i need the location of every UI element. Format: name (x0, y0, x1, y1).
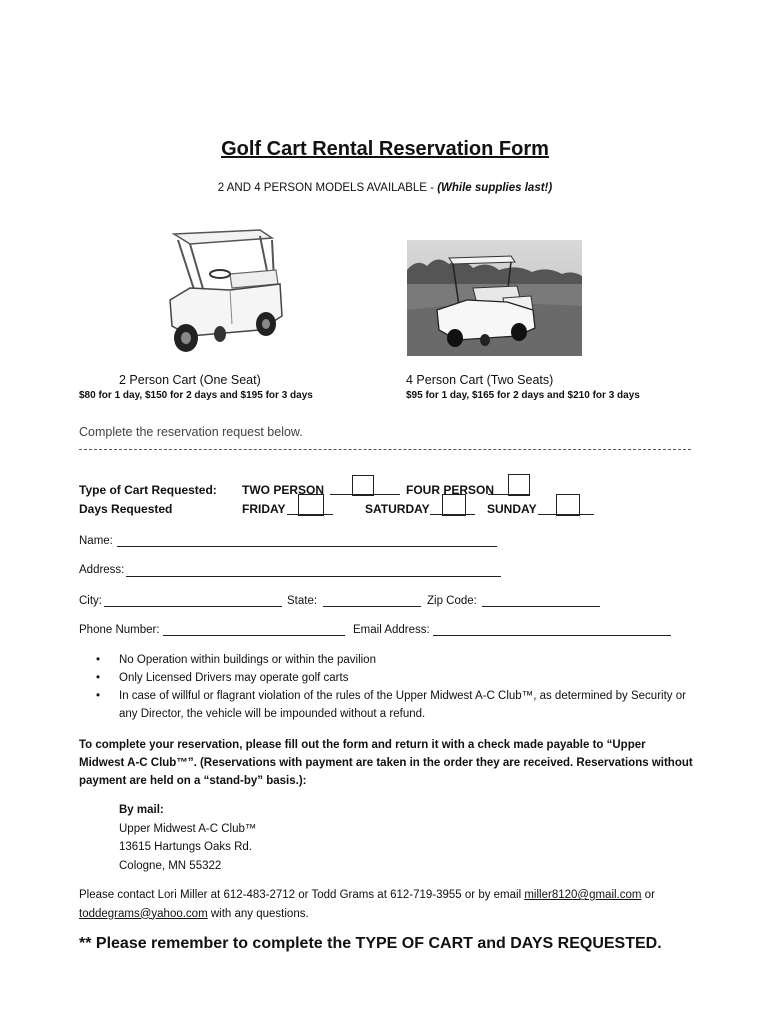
name-label: Name: (79, 535, 113, 547)
phone-field[interactable] (163, 635, 345, 636)
address-field[interactable] (126, 576, 501, 577)
saturday-checkbox[interactable] (442, 494, 466, 516)
two-person-caption: 2 Person Cart (One Seat) (119, 373, 261, 387)
name-field[interactable] (117, 546, 497, 547)
contact-text-3: with any questions. (207, 907, 309, 920)
email-link-todd[interactable]: toddegrams@yahoo.com (79, 907, 208, 920)
four-person-price: $95 for 1 day, $165 for 2 days and $210 for 3 days (406, 390, 640, 401)
mail-line-org: Upper Midwest A-C Club™ (119, 822, 257, 835)
contact-paragraph (79, 886, 699, 923)
rule-text: No Operation within buildings or within the pavilion (119, 654, 376, 666)
email-label: Email Address: (353, 624, 430, 636)
two-person-price: $80 for 1 day, $150 for 2 days and $195 for 3 days (79, 390, 313, 401)
bullet: • (96, 654, 101, 666)
bullet: • (96, 672, 101, 684)
four-person-option-label: FOUR PERSON (406, 483, 495, 497)
instructions-paragraph: To complete your reservation, please fill out the form and return it with a check made payable to “Upper Midwest A-C Club™”. (Reservations with payment are taken in the order they are received. Reservations without payment are held on a “stand-by” basis.): (79, 739, 693, 787)
address-label: Address: (79, 564, 125, 576)
friday-checkbox[interactable] (298, 494, 324, 516)
two-person-cart-image (160, 226, 286, 358)
rule-text: In case of willful or flagrant violation of the rules of the Upper Midwest A-C Club™, as determined by Security or any Director, the vehicle will be impounded without a refund. (119, 690, 686, 720)
saturday-label: SATURDAY (365, 502, 430, 516)
two-person-checkbox[interactable] (352, 475, 374, 496)
four-person-checkbox[interactable] (508, 474, 530, 496)
zip-field[interactable] (482, 606, 600, 607)
subtitle-emphasis: (While supplies last!) (437, 182, 553, 194)
rule-text: Only Licensed Drivers may operate golf carts (119, 672, 349, 684)
two-person-option-label: TWO PERSON (242, 483, 325, 497)
contact-text-1: Please contact Lori Miller at 612-483-2712 or Todd Grams at 612-719-3955 or by email (79, 889, 525, 901)
form-subtitle (0, 182, 770, 194)
sunday-label: SUNDAY (487, 502, 537, 516)
email-field[interactable] (433, 635, 671, 636)
mail-line-city: Cologne, MN 55322 (119, 859, 222, 872)
rules-list (96, 651, 696, 723)
subtitle-text: 2 AND 4 PERSON MODELS AVAILABLE - (217, 182, 438, 194)
state-label: State: (287, 595, 318, 607)
bullet: • (96, 690, 101, 702)
rule-item (96, 687, 696, 723)
days-requested-label: Days Requested (79, 502, 173, 516)
phone-label: Phone Number: (79, 624, 160, 636)
rule-item (96, 669, 696, 687)
friday-label: FRIDAY (242, 502, 286, 516)
four-person-caption: 4 Person Cart (Two Seats) (406, 373, 554, 387)
contact-text-2: or (641, 889, 655, 901)
sunday-checkbox[interactable] (556, 494, 580, 516)
form-intro: Complete the reservation request below. (79, 425, 303, 439)
email-link-lori[interactable]: miller8120@gmail.com (524, 889, 642, 901)
zip-label: Zip Code: (427, 595, 477, 607)
city-label: City: (79, 595, 102, 607)
rule-item (96, 651, 696, 669)
form-title: Golf Cart Rental Reservation Form (221, 138, 549, 160)
city-field[interactable] (104, 606, 282, 607)
separator-dashed (79, 449, 691, 450)
reminder-text: ** Please remember to complete the TYPE OF CART and DAYS REQUESTED. (79, 935, 662, 952)
mail-line-street: 13615 Hartungs Oaks Rd. (119, 841, 252, 853)
by-mail-label: By mail: (119, 804, 164, 816)
mail-block (119, 801, 256, 875)
state-field[interactable] (323, 606, 421, 607)
type-of-cart-label: Type of Cart Requested: (79, 483, 217, 497)
four-person-cart-image (407, 240, 582, 356)
